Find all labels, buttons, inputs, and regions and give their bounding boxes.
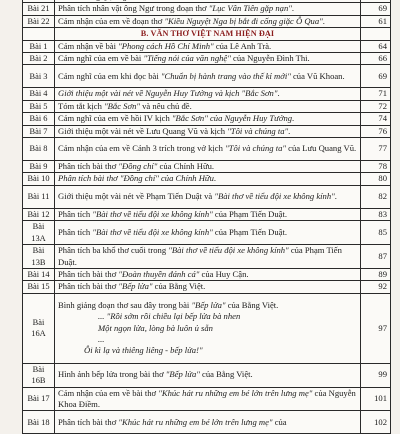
- title-suffix: của Vũ Khoan.: [290, 70, 345, 81]
- lesson-title: [55, 245, 361, 269]
- toc-row: [23, 293, 391, 363]
- lesson-number: Bài 5: [23, 100, 55, 112]
- toc-row: [23, 125, 391, 137]
- page-number: 99: [361, 363, 391, 387]
- toc-row: [23, 88, 391, 100]
- title-text: Phân tích bài thơ: [58, 416, 119, 427]
- lesson-title: [55, 363, 361, 387]
- title-suffix: của Nguyễn Đình Thi.: [230, 53, 310, 64]
- title-suffix: .: [292, 113, 295, 124]
- toc-row: [23, 208, 391, 220]
- lesson-title: [55, 113, 361, 125]
- title-suffix: .: [291, 3, 295, 14]
- lesson-number: Bài 22: [23, 15, 55, 27]
- poem-line: Một ngọn lửa, lòng bà luôn ủ sẵn: [98, 322, 213, 333]
- toc-row: [23, 221, 391, 245]
- lesson-number: Bài 4: [23, 88, 55, 100]
- lesson-title: [55, 125, 361, 137]
- title-text: Cảm nhận của em về đoạn thơ: [58, 15, 165, 26]
- lesson-title: [55, 173, 361, 185]
- title-quote: "Bài thơ về tiểu đội xe không kính": [92, 208, 213, 219]
- page-number: 69: [361, 3, 391, 15]
- page-number: 87: [361, 245, 391, 269]
- title-quote: "Phong cách Hồ Chí Minh": [118, 40, 214, 51]
- title-quote: "Bếp lửa": [165, 369, 200, 380]
- title-text: Phân tích bài thơ: [58, 281, 119, 292]
- toc-row: [23, 100, 391, 112]
- page-number: 64: [361, 40, 391, 52]
- lesson-title: [55, 268, 361, 280]
- table-of-contents-page: [22, 0, 390, 434]
- lesson-title: [55, 221, 361, 245]
- lesson-number: Bài 17: [23, 387, 55, 411]
- toc-table: [22, 0, 391, 434]
- lesson-number: Bài 15: [23, 281, 55, 293]
- title-suffix: của Lê Anh Trà.: [213, 40, 272, 51]
- title-text: Cảm nhận về bài: [58, 40, 119, 51]
- toc-row: [23, 15, 391, 27]
- title-quote: [58, 0, 138, 1]
- page-number: 102: [361, 411, 391, 434]
- title-suffix: của Phạm Tiến Duật.: [212, 226, 288, 237]
- title-suffix: của Bằng Việt.: [199, 369, 253, 380]
- lesson-title: [55, 3, 361, 15]
- poem-line: Ôi kì lạ và thiêng liêng - bếp lửa!": [84, 345, 203, 356]
- lesson-number: Bài 7: [23, 125, 55, 137]
- lesson-number: Bài 6: [23, 113, 55, 125]
- toc-row: [23, 3, 391, 15]
- title-quote: "Bắc Sơn" của Nguyễn Huy Tưởng: [171, 113, 293, 124]
- title-text: Phân tích nhân vật ông Ngư trong đoạn thơ: [58, 3, 209, 14]
- poem-line: ...: [98, 333, 105, 344]
- toc-row: [23, 268, 391, 280]
- title-quote: "Khúc hát ru những em bé lớn trên lưng mẹ": [118, 416, 273, 427]
- title-quote: Giới thiệu một vài nét về Nguyễn Huy Tưởng và kịch "Bắc Sơn": [58, 88, 278, 99]
- toc-row: [23, 53, 391, 65]
- page-number: 76: [361, 125, 391, 137]
- title-suffix: .: [288, 125, 291, 136]
- title-quote: "Bếp lửa": [191, 299, 226, 310]
- lesson-number: Bài 9: [23, 161, 55, 173]
- title-quote: "Bắc Sơn": [104, 100, 140, 111]
- section-title: B. VĂN THƠ VIỆT NAM HIỆN ĐẠI: [55, 28, 361, 40]
- lesson-number: Bài 8: [23, 138, 55, 161]
- page-number: 89: [361, 268, 391, 280]
- title-suffix: của Bằng Việt.: [152, 281, 206, 292]
- toc-row: [23, 65, 391, 88]
- title-text: Tóm tắt kịch: [58, 100, 105, 111]
- title-text: Cảm nhận của em về bài thơ: [58, 387, 159, 398]
- page-number: 92: [361, 281, 391, 293]
- page-number: 77: [361, 138, 391, 161]
- lesson-title: [55, 161, 361, 173]
- title-suffix: của Nguyễn Khoa Điềm.: [58, 387, 356, 409]
- title-quote: "Chuẩn bị hành trang vào thế kỉ mới": [160, 70, 291, 81]
- lesson-title: [55, 293, 361, 363]
- page-number: 82: [361, 185, 391, 208]
- title-text: Phân tích: [58, 226, 93, 237]
- title-text: Phân tích ba khổ thơ cuối trong: [58, 245, 169, 256]
- toc-row: [23, 281, 391, 293]
- title-quote: "Đồng chí": [118, 161, 158, 172]
- lesson-title: [55, 208, 361, 220]
- title-quote: Phân tích bài thơ "Đồng chí" của Chính Hữu: [58, 173, 214, 184]
- title-suffix: của Huy Cận.: [199, 268, 249, 279]
- toc-row: [23, 387, 391, 411]
- lesson-title: [55, 100, 361, 112]
- lesson-number: Bài 11: [23, 185, 55, 208]
- title-quote: "Bài thơ về tiểu đội xe không kính": [92, 226, 213, 237]
- title-quote: "Kiều Nguyệt Nga bị bắt đi cống giặc Ô Qua": [164, 15, 323, 26]
- title-suffix: và nêu chủ đề.: [139, 100, 192, 111]
- toc-row: [23, 113, 391, 125]
- page-number: 101: [361, 387, 391, 411]
- toc-row: [23, 40, 391, 52]
- toc-row: [23, 411, 391, 434]
- title-text: Cảm nghĩ của em về bài: [58, 53, 144, 64]
- lesson-title: [55, 387, 361, 411]
- title-text: Phân tích: [58, 208, 93, 219]
- title-quote: "Lục Vân Tiên gặp nạn": [208, 3, 292, 14]
- lesson-number: Bài 14: [23, 268, 55, 280]
- title-quote: "Tôi và chúng ta": [227, 125, 289, 136]
- lesson-title: [55, 15, 361, 27]
- lesson-number: Bài 3: [23, 65, 55, 88]
- title-text: Hình ảnh bếp lửa trong bài thơ: [58, 369, 166, 380]
- lesson-title: [55, 40, 361, 52]
- page-number: [361, 28, 391, 40]
- lesson-number: Bài 21: [23, 3, 55, 15]
- title-quote: "Khúc hát ru những em bé lớn trên lưng mẹ": [158, 387, 313, 398]
- page-number: 61: [361, 15, 391, 27]
- toc-row: [23, 363, 391, 387]
- title-suffix: .: [277, 88, 280, 99]
- title-quote: "Bài thơ về tiểu đội xe không kính": [168, 245, 289, 256]
- title-quote: "Đoàn thuyền đánh cá": [118, 268, 200, 279]
- lesson-number: [23, 28, 55, 40]
- toc-row: [23, 173, 391, 185]
- toc-row: [23, 161, 391, 173]
- title-text: Cảm nghĩ của em khi đọc bài: [58, 70, 161, 81]
- page-number: 66: [361, 53, 391, 65]
- page-number: 74: [361, 113, 391, 125]
- lesson-title: [55, 88, 361, 100]
- title-suffix: của Chính Hữu.: [157, 161, 215, 172]
- page-number: 69: [361, 65, 391, 88]
- lesson-number: Bài 16A: [23, 293, 55, 363]
- lesson-number: Bài 2: [23, 53, 55, 65]
- lesson-number: Bài 10: [23, 173, 55, 185]
- title-text: Phân tích bài thơ: [58, 161, 119, 172]
- page-number: 80: [361, 173, 391, 185]
- lesson-number: Bài 16B: [23, 363, 55, 387]
- title-suffix: của Lưu Quang Vũ.: [286, 143, 357, 154]
- title-quote: "Tiếng nói của văn nghệ": [143, 53, 231, 64]
- lesson-title: [55, 53, 361, 65]
- lesson-number: Bài 13B: [23, 245, 55, 269]
- title-text: Cảm nghĩ của em về hồi IV kịch: [58, 113, 172, 124]
- title-text: Giới thiệu một vài nét về Lưu Quang Vũ và kịch: [58, 125, 228, 136]
- title-suffix: của Bằng Việt.: [225, 299, 279, 310]
- title-suffix: của Phạm Tiến Duật.: [58, 245, 342, 267]
- title-suffix: .: [213, 173, 217, 184]
- page-number: 85: [361, 221, 391, 245]
- lesson-number: Bài 18: [23, 411, 55, 434]
- title-text: Cảm nhận của em về Cảnh 3 trích trong vở kịch: [58, 143, 226, 154]
- toc-row: [23, 138, 391, 161]
- toc-row: [23, 245, 391, 269]
- title-text: Phân tích bài thơ: [58, 268, 119, 279]
- lesson-title: [55, 185, 361, 208]
- title-quote: "Tôi và chúng ta": [225, 143, 287, 154]
- title-suffix: .: [322, 15, 325, 26]
- section-heading-row: [23, 28, 391, 40]
- lesson-title: [55, 138, 361, 161]
- title-suffix: của: [272, 416, 287, 427]
- page-number: 72: [361, 100, 391, 112]
- lesson-number: Bài 12: [23, 208, 55, 220]
- lesson-title: [55, 281, 361, 293]
- page-number: 83: [361, 208, 391, 220]
- lesson-number: Bài 1: [23, 40, 55, 52]
- lesson-title: [55, 65, 361, 88]
- page-number: 78: [361, 161, 391, 173]
- page-number: 97: [361, 293, 391, 363]
- title-quote: "Bếp lửa": [118, 281, 153, 292]
- title-suffix: .: [334, 191, 337, 202]
- page-number: 71: [361, 88, 391, 100]
- title-text: Bình giảng đoạn thơ sau đây trong bài: [58, 299, 192, 310]
- lesson-number: Bài 13A: [23, 221, 55, 245]
- lesson-title: [55, 411, 361, 434]
- title-quote: "Bài thơ về tiểu đội xe không kính": [214, 191, 335, 202]
- toc-row: [23, 185, 391, 208]
- poem-line: ... "Rồi sớm rồi chiều lại bếp lửa bà nhen: [98, 311, 241, 322]
- title-suffix: của Phạm Tiến Duật.: [212, 208, 288, 219]
- title-text: Giới thiệu một vài nét về Phạm Tiến Duật và: [58, 191, 215, 202]
